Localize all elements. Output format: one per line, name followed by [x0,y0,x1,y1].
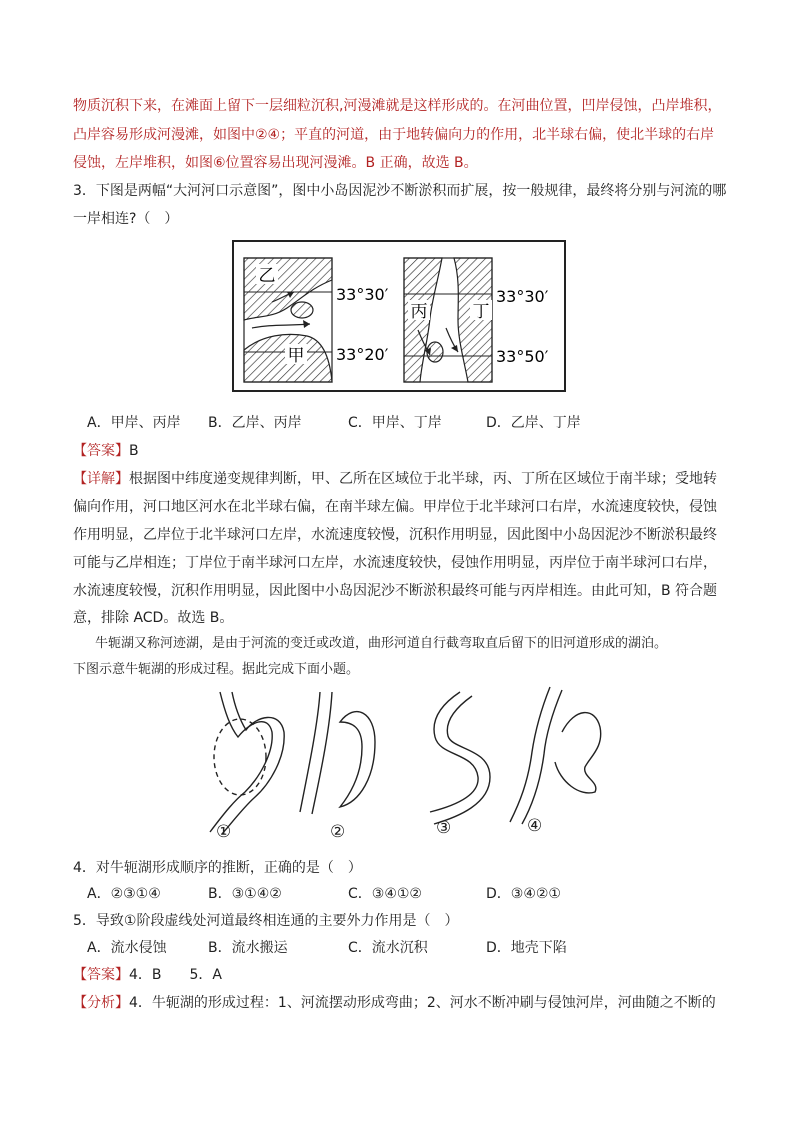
q3-detail-line-2: 偏向作用，河口地区河水在北半球右偏，在南半球左偏。甲岸位于北半球河口右岸，水流速度较快，侵蚀 [73,499,717,515]
answer-label: 【答案】 [73,443,129,459]
prev-explanation-line-3: 侵蚀，左岸堆积，如图⑥位置容易出现河漫滩。B 正确，故选 B。 [73,155,478,171]
analysis-label: 【分析】 [73,995,129,1011]
lat-right-bottom: 33°50′ [496,347,549,366]
river-mouth-figure [232,240,566,392]
q3-detail-line-4: 可能与乙岸相连；丁岸位于南半球河口左岸，水流速度较快，侵蚀作用明显，丙岸位于南半球河口右岸， [73,555,717,571]
label-yi: 乙 [258,266,276,286]
q4-stem: 4．对牛轭湖形成顺序的推断，正确的是（ ） [73,860,362,876]
passage-line-1: 牛轭湖又称河迹湖，是由于河流的变迁或改道，曲形河道自行截弯取直后留下的旧河道形成的湖泊。 [95,636,668,651]
q5-option-d[interactable]: D．地壳下陷 [486,940,567,956]
prev-explanation-line-1: 物质沉积下来，在滩面上留下一层细粒沉积,河漫滩就是这样形成的。在河曲位置，凹岸侵蚀，凸岸堆积， [73,98,722,114]
detail-text-1: 根据图中纬度递变规律判断，甲、乙所在区域位于北半球，丙、丁所在区域位于南半球；受地转 [129,471,717,487]
lat-left-bottom: 33°20′ [336,345,389,364]
oxbow-stage-1 [210,692,284,834]
analysis-text: 4．牛轭湖的形成过程：1、河流摆动形成弯曲；2、河水不断冲刷与侵蚀河岸，河曲随之不断的 [129,995,716,1011]
oxbow-stage-4 [510,687,601,824]
answer-value: B [129,443,139,459]
oxbow-stage-2 [300,692,375,814]
stage-label-4: ④ [527,816,543,836]
oxbow-lake-figure [190,682,610,847]
stage-label-3: ③ [436,818,452,838]
answers45-value: 4．B 5．A [129,967,222,983]
q3-stem-line-2: 一岸相连?（ ） [73,211,179,227]
stage-label-1: ① [216,822,232,842]
q3-detail-line-3: 作用明显，乙岸位于北半球河口左岸，水流速度较慢，沉积作用明显，因此图中小岛因泥沙不断淤积最终 [73,527,717,543]
analysis-line [73,993,716,1013]
q3-option-c[interactable]: C．甲岸、丁岸 [348,415,442,431]
detail-label: 【详解】 [73,471,129,487]
lat-left-top: 33°30′ [336,285,389,304]
q3-option-d[interactable]: D．乙岸、丁岸 [486,415,581,431]
q4-option-d[interactable]: D．③④②① [486,886,561,902]
q5-option-a[interactable]: A．流水侵蚀 [87,940,167,956]
oxbow-stage-3 [430,692,490,824]
q4-option-a[interactable]: A．②③①④ [87,886,161,902]
label-ding: 丁 [472,302,490,322]
q3-option-b[interactable]: B．乙岸、丙岸 [208,415,302,431]
q3-stem-line-1: 3．下图是两幅“大河河口示意图”，图中小岛因泥沙不断淤积而扩展，按一般规律，最终将分别与河流的哪 [73,183,727,199]
label-bing: 丙 [410,302,428,322]
q4-option-c[interactable]: C．③④①② [348,886,422,902]
label-jia: 甲 [287,346,305,366]
q4-option-b[interactable]: B．③①④② [208,886,282,902]
q5-option-c[interactable]: C．流水沉积 [348,940,428,956]
q3-detail-line-1 [73,469,717,489]
stage-label-2: ② [330,822,346,842]
lat-right-top: 33°30′ [496,287,549,306]
q3-option-a[interactable]: A．甲岸、丙岸 [87,415,181,431]
q3-detail-line-5: 水流速度较慢，沉积作用明显，因此图中小岛因泥沙不断淤积最终可能与丙岸相连。由此可知，B 符合题 [73,583,718,599]
answers-4-5 [73,965,222,985]
answers45-label: 【答案】 [73,967,129,983]
q5-stem: 5．导致①阶段虚线处河道最终相连通的主要外力作用是（ ） [73,913,459,929]
q3-answer [73,441,139,461]
island-left [291,302,313,318]
q3-detail-line-6: 意，排除 ACD。故选 B。 [73,610,234,626]
q5-option-b[interactable]: B．流水搬运 [208,940,288,956]
prev-explanation-line-2: 凸岸容易形成河漫滩，如图中②④；平直的河道，由于地转偏向力的作用，北半球右偏，使北半球的右岸 [73,127,715,143]
passage-line-2: 下图示意牛轭湖的形成过程。据此完成下面小题。 [73,662,360,677]
